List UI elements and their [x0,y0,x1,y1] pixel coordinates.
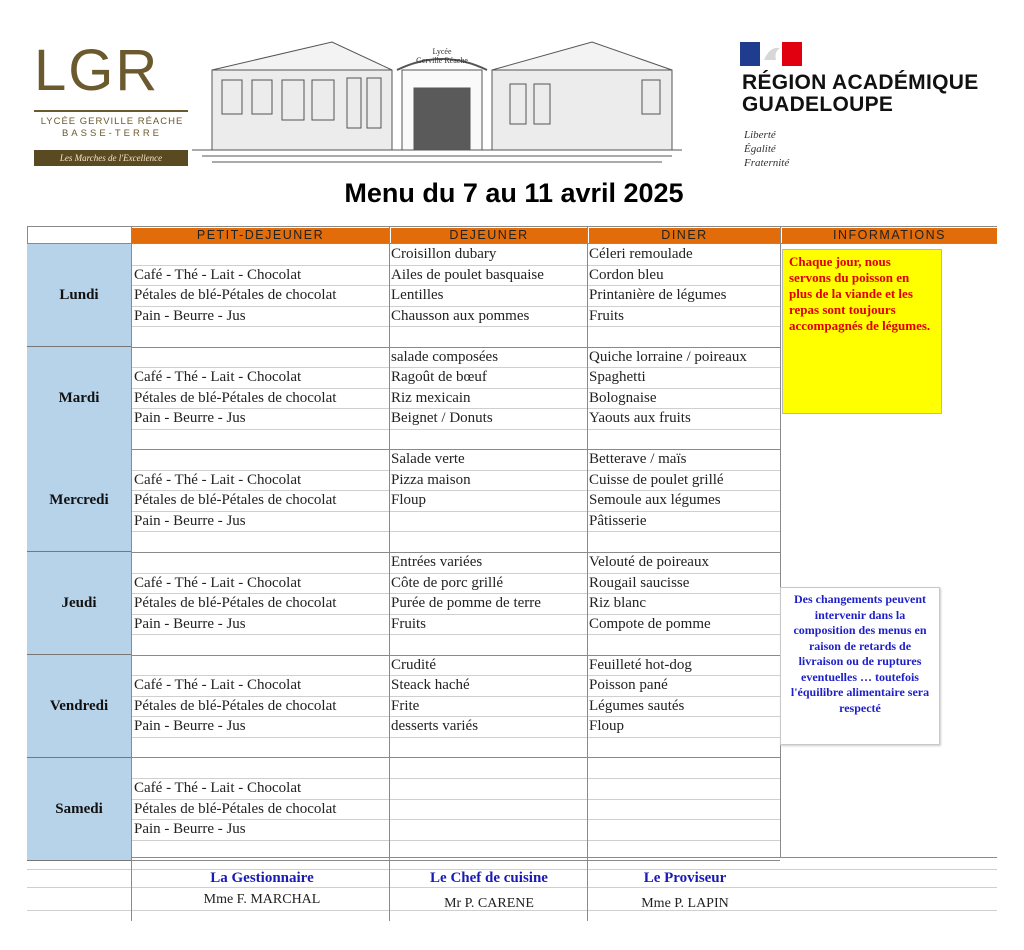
dinner-item: Floup [589,718,625,734]
breakfast-item: Pétales de blé-Pétales de chocolat [134,801,337,817]
lunch-item: Purée de pomme de terre [391,595,541,611]
breakfast-item [134,347,388,367]
dinner-item: Céleri remoulade [589,246,693,262]
grid-hline [27,887,997,888]
day-label-lundi: Lundi [27,244,131,347]
daily-info-note: Chaque jour, nous servons du poisson en plus de la viande et les repas sont toujours accompagnés de légumes. [782,249,942,414]
dinner-item [589,737,779,757]
motto-egalite: Égalité [744,143,776,155]
lunch-item [391,819,586,839]
dinner-item: Yaouts aux fruits [589,410,691,426]
lunch-item: Entrées variées [391,554,483,570]
lunch-item: Floup [391,492,427,508]
dinner-item: Cordon bleu [589,267,664,283]
signature-title-chef: Le Chef de cuisine [430,870,548,886]
signature-name-chef: Mr P. CARENE [444,896,534,911]
breakfast-item: Café - Thé - Lait - Chocolat [134,472,302,488]
signature-name-proviseur: Mme P. LAPIN [641,896,729,911]
dinner-item: Printanière de légumes [589,287,727,303]
breakfast-item [134,531,388,551]
dinner-item: Légumes sautés [589,698,685,714]
dinner-item: Compote de pomme [589,616,711,632]
dinner-item [589,778,779,798]
breakfast-item: Pétales de blé-Pétales de chocolat [134,492,337,508]
lunch-item [391,758,586,778]
grid-vline [587,226,588,921]
column-header-breakfast: PETIT-DEJEUNER [132,228,389,243]
lunch-item [391,634,586,654]
dinner-item [589,799,779,819]
school-name: LYCÉE GERVILLE RÉACHE [40,116,184,127]
signature-title-gestionnaire: La Gestionnaire [210,870,314,886]
breakfast-item [134,840,388,860]
breakfast-item: Pain - Beurre - Jus [134,513,246,529]
dinner-item [589,531,779,551]
lunch-item: salade composées [391,349,499,365]
dinner-item [589,634,779,654]
lunch-item [391,531,586,551]
breakfast-item: Pain - Beurre - Jus [134,308,246,324]
grid-hline [132,860,780,861]
dinner-item [589,840,779,860]
dinner-item: Semoule aux légumes [589,492,721,508]
building-sign-line2: Gerville Réache [416,56,468,65]
dinner-item: Feuilleté hot-dog [589,657,692,673]
lunch-item: Lentilles [391,287,444,303]
menu-title: Menu du 7 au 11 avril 2025 [344,178,684,208]
dinner-item: Quiche lorraine / poireaux [589,349,747,365]
lunch-item [391,429,586,449]
breakfast-item [134,429,388,449]
dinner-item [589,326,779,346]
lunch-item [391,799,586,819]
dinner-item: Bolognaise [589,390,657,406]
breakfast-item [134,655,388,675]
dinner-item: Rougail saucisse [589,575,690,591]
lunch-item: Croisillon dubary [391,246,497,262]
breakfast-item [134,758,388,778]
day-label-vendredi: Vendredi [27,655,131,758]
menu-changes-note: Des changements peuvent intervenir dans la composition des menus en raison de retards de livraison ou de ruptures eventuelles … toutefois l'équilibre alimentaire sera respecté [780,587,940,745]
dinner-item: Pâtisserie [589,513,647,529]
grid-vline [780,226,781,858]
breakfast-item: Pétales de blé-Pétales de chocolat [134,390,337,406]
breakfast-item: Pain - Beurre - Jus [134,616,246,632]
dinner-item: Spaghetti [589,369,646,385]
breakfast-item [134,737,388,757]
breakfast-item [134,449,388,469]
breakfast-item [134,552,388,572]
lunch-item [391,511,586,531]
breakfast-item: Pain - Beurre - Jus [134,410,246,426]
signature-title-proviseur: Le Proviseur [643,870,727,886]
day-label-mardi: Mardi [27,347,131,450]
dinner-item [589,758,779,778]
dinner-item [589,819,779,839]
motto-fraternite: Fraternité [744,157,790,169]
lunch-item: Crudité [391,657,436,673]
building-sign-line1: Lycée [432,47,452,56]
day-label-jeudi: Jeudi [27,552,131,655]
breakfast-item: Café - Thé - Lait - Chocolat [134,369,302,385]
lunch-item: Fruits [391,616,427,632]
breakfast-item: Pain - Beurre - Jus [134,718,246,734]
school-slogan: Les Marches de l'Excellence [34,150,188,166]
column-header-info: INFORMATIONS [782,228,997,243]
lunch-item: Pizza maison [391,472,471,488]
lunch-item: Ragoût de bœuf [391,369,487,385]
lunch-item: Salade verte [391,451,465,467]
dinner-item: Cuisse de poulet grillé [589,472,724,488]
breakfast-item [134,326,388,346]
lunch-item: Frite [391,698,420,714]
lunch-item [391,778,586,798]
region-name-line2: GUADELOUPE [742,93,894,116]
column-header-dinner: DINER [589,228,780,243]
lunch-item [391,840,586,860]
lunch-item: Beignet / Donuts [391,410,493,426]
breakfast-item: Pétales de blé-Pétales de chocolat [134,698,337,714]
breakfast-item: Pétales de blé-Pétales de chocolat [134,287,337,303]
lunch-item: Riz mexicain [391,390,471,406]
grid-vline [131,226,132,921]
dinner-item: Riz blanc [589,595,647,611]
lunch-item [391,326,586,346]
dinner-item: Fruits [589,308,625,324]
day-label-mercredi: Mercredi [27,449,131,552]
lunch-item: desserts variés [391,718,479,734]
breakfast-item [134,244,388,264]
region-name-line1: RÉGION ACADÉMIQUE [742,71,979,94]
breakfast-item: Café - Thé - Lait - Chocolat [134,267,302,283]
grid-hline [27,226,997,227]
grid-vline [389,226,390,921]
lunch-item: Côte de porc grillé [391,575,504,591]
dinner-item: Betterave / maïs [589,451,687,467]
lunch-item: Steack haché [391,677,470,693]
lunch-item: Ailes de poulet basquaise [391,267,544,283]
dinner-item: Poisson pané [589,677,668,693]
column-header-lunch: DEJEUNER [391,228,587,243]
signature-name-gestionnaire: Mme F. MARCHAL [203,892,321,907]
breakfast-item: Pain - Beurre - Jus [134,821,246,837]
school-logo-mark: LGR [34,38,160,103]
breakfast-item: Café - Thé - Lait - Chocolat [134,677,302,693]
dinner-item: Velouté de poireaux [589,554,709,570]
breakfast-item [134,634,388,654]
school-city: BASSE-TERRE [61,128,163,139]
breakfast-item: Café - Thé - Lait - Chocolat [134,780,302,796]
breakfast-item: Café - Thé - Lait - Chocolat [134,575,302,591]
lunch-item: Chausson aux pommes [391,308,530,324]
motto-liberte: Liberté [744,129,776,141]
dinner-item [589,429,779,449]
lunch-item [391,737,586,757]
breakfast-item: Pétales de blé-Pétales de chocolat [134,595,337,611]
day-label-samedi: Samedi [27,758,131,861]
